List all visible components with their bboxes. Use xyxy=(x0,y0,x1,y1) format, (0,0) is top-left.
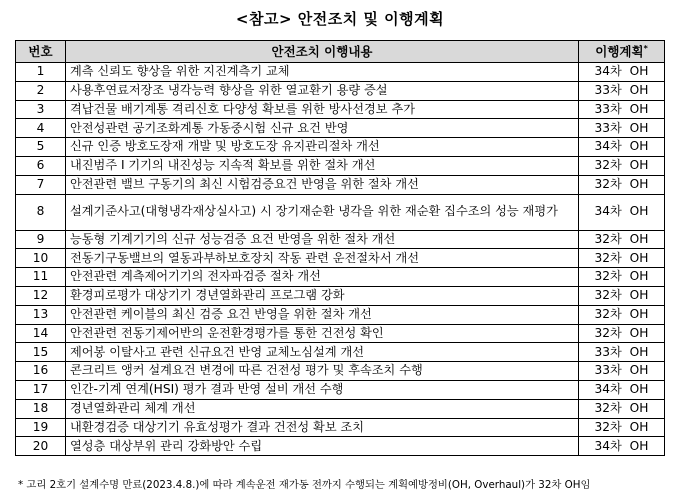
row-plan: 34차 OH xyxy=(579,194,665,230)
row-plan: 32차 OH xyxy=(579,156,665,175)
header-no: 번호 xyxy=(16,41,66,63)
row-number: 8 xyxy=(16,194,66,230)
header-plan-label: 이행계획 xyxy=(595,43,644,59)
row-plan: 32차 OH xyxy=(579,249,665,268)
row-content: 안전성관련 공기조화계통 가동중시험 신규 요건 반영 xyxy=(66,119,579,138)
row-number: 13 xyxy=(16,305,66,324)
row-content: 열성층 대상부위 관리 강화방안 수립 xyxy=(66,437,579,456)
header-content: 안전조치 이행내용 xyxy=(66,41,579,63)
row-number: 5 xyxy=(16,138,66,157)
row-content: 사용후연료저장조 냉각능력 향상을 위한 열교환기 용량 증설 xyxy=(66,81,579,100)
row-number: 15 xyxy=(16,343,66,362)
row-number: 14 xyxy=(16,324,66,343)
table-row xyxy=(16,362,665,381)
row-number: 12 xyxy=(16,286,66,305)
row-content: 능동형 기계기기의 신규 성능검증 요건 반영을 위한 절차 개선 xyxy=(66,230,579,249)
row-content: 콘크리트 앵커 설계요건 변경에 따른 건전성 평가 및 후속조치 수행 xyxy=(66,362,579,381)
row-number: 19 xyxy=(16,418,66,437)
row-content: 내진범주 I 기기의 내진성능 지속적 확보를 위한 절차 개선 xyxy=(66,156,579,175)
row-plan: 32차 OH xyxy=(579,399,665,418)
row-number: 17 xyxy=(16,380,66,399)
row-number: 16 xyxy=(16,362,66,381)
table-row xyxy=(16,81,665,100)
table-row xyxy=(16,305,665,324)
row-plan: 33차 OH xyxy=(579,119,665,138)
table-row xyxy=(16,175,665,194)
row-content: 인간-기계 연계(HSI) 평가 결과 반영 설비 개선 수행 xyxy=(66,380,579,399)
row-number: 2 xyxy=(16,81,66,100)
row-plan: 32차 OH xyxy=(579,418,665,437)
row-number: 1 xyxy=(16,63,66,82)
row-plan: 33차 OH xyxy=(579,362,665,381)
row-plan: 33차 OH xyxy=(579,81,665,100)
row-plan: 33차 OH xyxy=(579,100,665,119)
row-number: 7 xyxy=(16,175,66,194)
row-content: 안전관련 전동기제어반의 운전환경평가를 통한 건전성 확인 xyxy=(66,324,579,343)
row-plan: 32차 OH xyxy=(579,286,665,305)
table-row xyxy=(16,249,665,268)
row-content: 격납건물 배기계통 격리신호 다양성 확보를 위한 방사선경보 추가 xyxy=(66,100,579,119)
row-number: 11 xyxy=(16,268,66,287)
safety-measures-table xyxy=(15,40,665,456)
row-content: 제어봉 이탈사고 관련 신규요건 반영 교체노심설계 개선 xyxy=(66,343,579,362)
row-content: 안전관련 케이블의 최신 검증 요건 반영을 위한 절차 개선 xyxy=(66,305,579,324)
row-plan: 32차 OH xyxy=(579,230,665,249)
row-content: 내환경검증 대상기기 유효성평가 결과 건전성 확보 조치 xyxy=(66,418,579,437)
row-number: 6 xyxy=(16,156,66,175)
table-row xyxy=(16,380,665,399)
table-row xyxy=(16,324,665,343)
row-content: 안전관련 밸브 구동기의 최신 시험검증요건 반영을 위한 절차 개선 xyxy=(66,175,579,194)
header-plan xyxy=(579,41,665,63)
row-plan: 34차 OH xyxy=(579,380,665,399)
row-plan: 34차 OH xyxy=(579,437,665,456)
footnote: * 고리 2호기 설계수명 만료(2023.4.8.)에 따라 계속운전 재가동 전까지 수행되는 계획예방정비(OH, Overhaul)가 32차 OH임 xyxy=(18,479,591,491)
row-number: 10 xyxy=(16,249,66,268)
table-row xyxy=(16,156,665,175)
row-content: 계측 신뢰도 향상을 위한 지진계측기 교체 xyxy=(66,63,579,82)
table-row xyxy=(16,268,665,287)
row-plan: 32차 OH xyxy=(579,324,665,343)
table-row xyxy=(16,286,665,305)
row-number: 20 xyxy=(16,437,66,456)
row-content: 신규 인증 방호도장재 개발 및 방호도장 유지관리절차 개선 xyxy=(66,138,579,157)
table-row xyxy=(16,230,665,249)
row-content: 환경피로평가 대상기기 경년열화관리 프로그램 강화 xyxy=(66,286,579,305)
table-row xyxy=(16,119,665,138)
row-content: 전동기구동밸브의 열동과부하보호장치 작동 관련 운전절차서 개선 xyxy=(66,249,579,268)
row-plan: 32차 OH xyxy=(579,305,665,324)
row-plan: 32차 OH xyxy=(579,175,665,194)
row-plan: 32차 OH xyxy=(579,268,665,287)
table-row xyxy=(16,437,665,456)
table-row xyxy=(16,399,665,418)
row-number: 3 xyxy=(16,100,66,119)
row-plan: 34차 OH xyxy=(579,63,665,82)
row-content: 설계기준사고(대형냉각재상실사고) 시 장기재순환 냉각을 위한 재순환 집수조의 성능 재평가 xyxy=(66,194,579,230)
table-row xyxy=(16,138,665,157)
table-row xyxy=(16,63,665,82)
row-plan: 33차 OH xyxy=(579,343,665,362)
page-title: <참고> 안전조치 및 이행계획 xyxy=(235,10,445,28)
table-row xyxy=(16,194,665,230)
row-content: 경년열화관리 체계 개선 xyxy=(66,399,579,418)
table-row xyxy=(16,100,665,119)
table-header-row xyxy=(16,41,665,63)
row-number: 4 xyxy=(16,119,66,138)
table-row xyxy=(16,418,665,437)
table-row xyxy=(16,343,665,362)
row-plan: 34차 OH xyxy=(579,138,665,157)
header-plan-footnote-mark: * xyxy=(643,43,648,53)
row-content: 안전관련 계측제어기기의 전자파검증 절차 개선 xyxy=(66,268,579,287)
row-number: 9 xyxy=(16,230,66,249)
row-number: 18 xyxy=(16,399,66,418)
